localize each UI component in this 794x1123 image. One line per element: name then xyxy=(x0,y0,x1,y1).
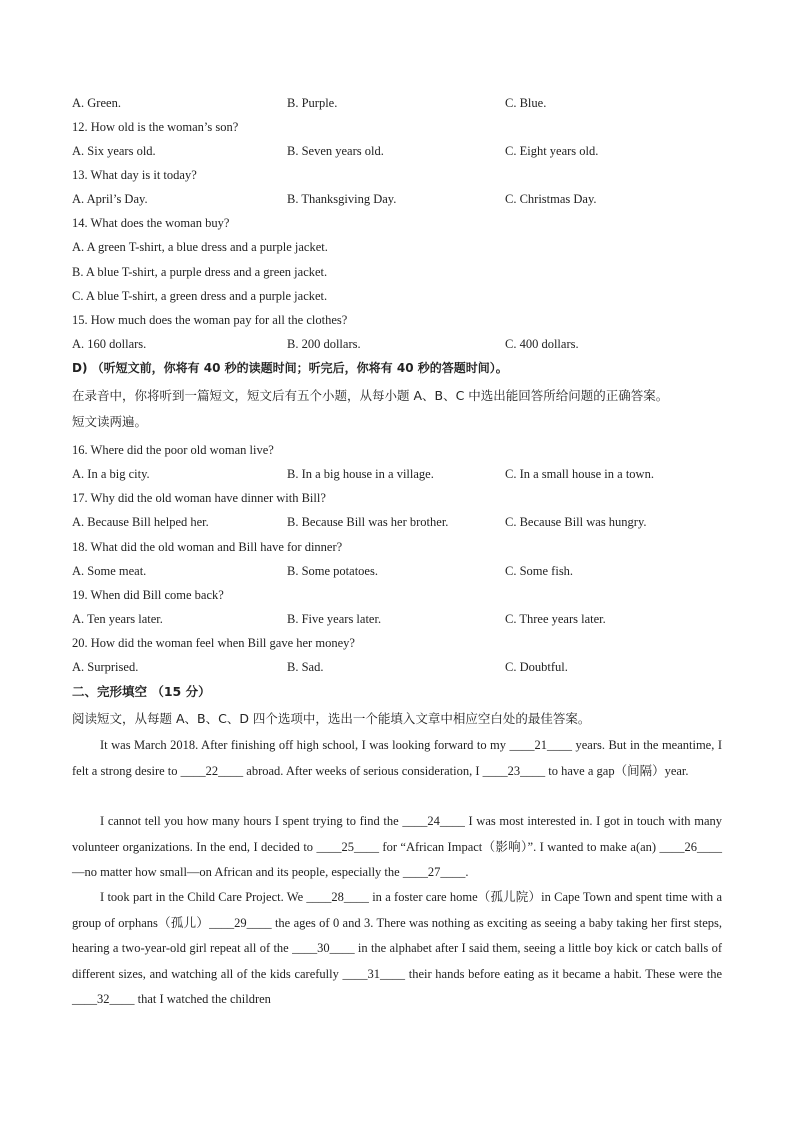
cloze-paragraph-2: I cannot tell you how many hours I spent trying to find the ____24____ I was most interested in. I got in touch with many volunteer organizations. In the end, I decided to ____25____ for “African Impact（影响）”. I wanted to make a(an) ____26____—no matter how small—on African and its people, especially the ____27____. xyxy=(72,814,722,879)
q19-options xyxy=(0,611,794,627)
q12-option-c: C. Eight years old. xyxy=(505,144,599,158)
q20-option-a: A. Surprised. xyxy=(72,660,139,674)
q16-option-c: C. In a small house in a town. xyxy=(505,467,654,481)
part2-instruction: 阅读短文，从每题 A、B、C、D 四个选项中，选出一个能填入文章中相应空白处的最佳答案。 xyxy=(72,711,591,726)
q14-option-c: C. A blue T-shirt, a green dress and a purple jacket. xyxy=(72,289,328,303)
q18-options xyxy=(0,563,794,579)
q18-option-c: C. Some fish. xyxy=(505,564,574,578)
q11-option-b: B. Purple. xyxy=(287,96,338,110)
q16-option-b: B. In a big house in a village. xyxy=(287,467,434,481)
q19-option-a: A. Ten years later. xyxy=(72,612,163,626)
part2-heading: 二、完形填空 （15 分） xyxy=(72,684,211,699)
q14-option-b: B. A blue T-shirt, a purple dress and a green jacket. xyxy=(72,265,328,279)
q14-option-a: A. A green T-shirt, a blue dress and a purple jacket. xyxy=(72,240,328,254)
q15-options xyxy=(0,336,794,352)
q19-option-c: C. Three years later. xyxy=(505,612,606,626)
section-d-instruction-line2: 短文读两遍。 xyxy=(72,414,148,429)
q15-question: 15. How much does the woman pay for all the clothes? xyxy=(72,313,348,327)
q20-option-c: C. Doubtful. xyxy=(505,660,568,674)
q19-option-b: B. Five years later. xyxy=(287,612,382,626)
cloze-paragraph-1: It was March 2018. After finishing off high school, I was looking forward to my ____21____ years. But in the meantime, I felt a strong desire to ____22____ abroad. After weeks of serious consideration, I ____23____ to have a gap（间隔）year. xyxy=(72,738,722,778)
q20-options xyxy=(0,659,794,675)
q17-question: 17. Why did the old woman have dinner with Bill? xyxy=(72,491,326,505)
q12-question: 12. How old is the woman’s son? xyxy=(72,120,239,134)
q15-option-b: B. 200 dollars. xyxy=(287,337,361,351)
q13-question: 13. What day is it today? xyxy=(72,168,197,182)
q16-question: 16. Where did the poor old woman live? xyxy=(72,443,274,457)
section-d-heading: D) （听短文前，你将有 40 秒的读题时间；听完后，你将有 40 秒的答题时间）。 xyxy=(72,361,508,375)
q17-option-c: C. Because Bill was hungry. xyxy=(505,515,647,529)
q20-question: 20. How did the woman feel when Bill gave her money? xyxy=(72,636,355,650)
section-d-instruction-line1: 在录音中，你将听到一篇短文，短文后有五个小题，从每小题 A、B、C 中选出能回答所给问题的正确答案。 xyxy=(72,388,669,403)
q13-option-a: A. April’s Day. xyxy=(72,192,148,206)
q12-option-a: A. Six years old. xyxy=(72,144,156,158)
q14-question: 14. What does the woman buy? xyxy=(72,216,230,230)
q16-options xyxy=(0,466,794,482)
q13-options xyxy=(0,191,794,207)
q12-option-b: B. Seven years old. xyxy=(287,144,384,158)
q16-option-a: A. In a big city. xyxy=(72,467,150,481)
q15-option-a: A. 160 dollars. xyxy=(72,337,147,351)
q13-option-c: C. Christmas Day. xyxy=(505,192,597,206)
q18-question: 18. What did the old woman and Bill have for dinner? xyxy=(72,540,343,554)
q17-option-a: A. Because Bill helped her. xyxy=(72,515,209,529)
q11-option-c: C. Blue. xyxy=(505,96,547,110)
q17-options xyxy=(0,514,794,530)
q15-option-c: C. 400 dollars. xyxy=(505,337,579,351)
q18-option-a: A. Some meat. xyxy=(72,564,147,578)
q17-option-b: B. Because Bill was her brother. xyxy=(287,515,449,529)
q20-option-b: B. Sad. xyxy=(287,660,324,674)
q11-option-a: A. Green. xyxy=(72,96,121,110)
q13-option-b: B. Thanksgiving Day. xyxy=(287,192,397,206)
q19-question: 19. When did Bill come back? xyxy=(72,588,224,602)
q11-options xyxy=(0,95,794,111)
q12-options xyxy=(0,143,794,159)
cloze-paragraph-3: I took part in the Child Care Project. We ____28____ in a foster care home（孤儿院）in Cape Town and spent time with a group of orphans（孤儿）____29____ the ages of 0 and 3. There was nothing as exciting as seeing a baby taking her first steps, hearing a two-year-old girl repeat all of the ____30____ in the alphabet after I said them, seeing a little boy kick or catch balls of different sizes, and watching all of the kids carefully ____31____ their hands before eating as it became a habit. These were the ____32____ that I watched the children xyxy=(72,890,722,1006)
q18-option-b: B. Some potatoes. xyxy=(287,564,378,578)
